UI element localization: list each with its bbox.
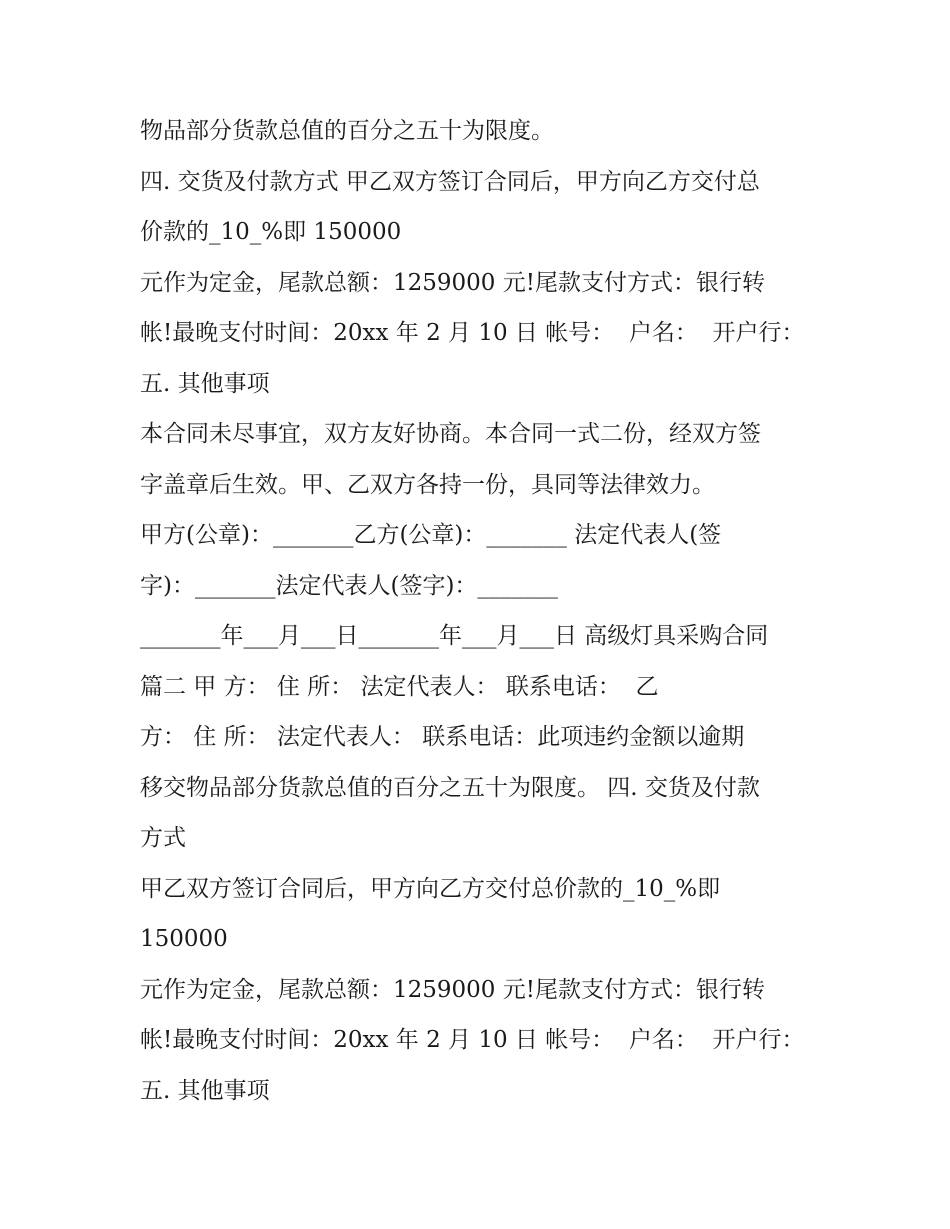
- section-heading-other-matters: 五. 其他事项: [140, 370, 270, 397]
- text-line: 移交物品部分货款总值的百分之五十为限度。 四. 交货及付款: [140, 774, 760, 801]
- text-line: 帐!最晚支付时间：20xx 年 2 月 10 日 帐号： 户名： 开户行：: [140, 320, 805, 346]
- date-line: _______年___月___日_______年___月___日 高级灯具采购合同: [140, 623, 769, 649]
- text-line: 元作为定金，尾款总额：1259000 元!尾款支付方式：银行转: [140, 269, 765, 296]
- text-line: 本合同未尽事宜，双方友好协商。本合同一式二份，经双方签: [140, 421, 761, 447]
- text-line: 方式: [140, 825, 186, 851]
- text-line: 方： 住 所： 法定代表人： 联系电话：此项违约金额以逾期: [140, 724, 745, 750]
- section-heading-delivery-payment: 四. 交货及付款方式 甲乙双方签订合同后，甲方向乙方交付总: [140, 168, 760, 195]
- signature-line: 字)：_______法定代表人(签字)：_______: [140, 572, 558, 599]
- signature-line: 甲方(公章)：_______乙方(公章)：_______ 法定代表人(签: [140, 522, 722, 548]
- text-line: 篇二 甲 方： 住 所： 法定代表人： 联系电话： 乙: [140, 673, 659, 700]
- text-line: 甲乙双方签订合同后，甲方向乙方交付总价款的_10_%即: [140, 875, 721, 902]
- section-heading-other-matters: 五. 其他事项: [140, 1077, 270, 1104]
- text-line: 字盖章后生效。甲、乙双方各持一份，具同等法律效力。: [140, 471, 715, 498]
- text-line: 元作为定金，尾款总额：1259000 元!尾款支付方式：银行转: [140, 976, 765, 1003]
- text-line: 价款的_10_%即 150000: [140, 219, 402, 245]
- text-line: 帐!最晚支付时间：20xx 年 2 月 10 日 帐号： 户名： 开户行：: [140, 1027, 805, 1053]
- text-line: 物品部分货款总值的百分之五十为限度。: [140, 118, 554, 144]
- document-body: [140, 106, 830, 1116]
- text-line: 150000: [140, 926, 228, 952]
